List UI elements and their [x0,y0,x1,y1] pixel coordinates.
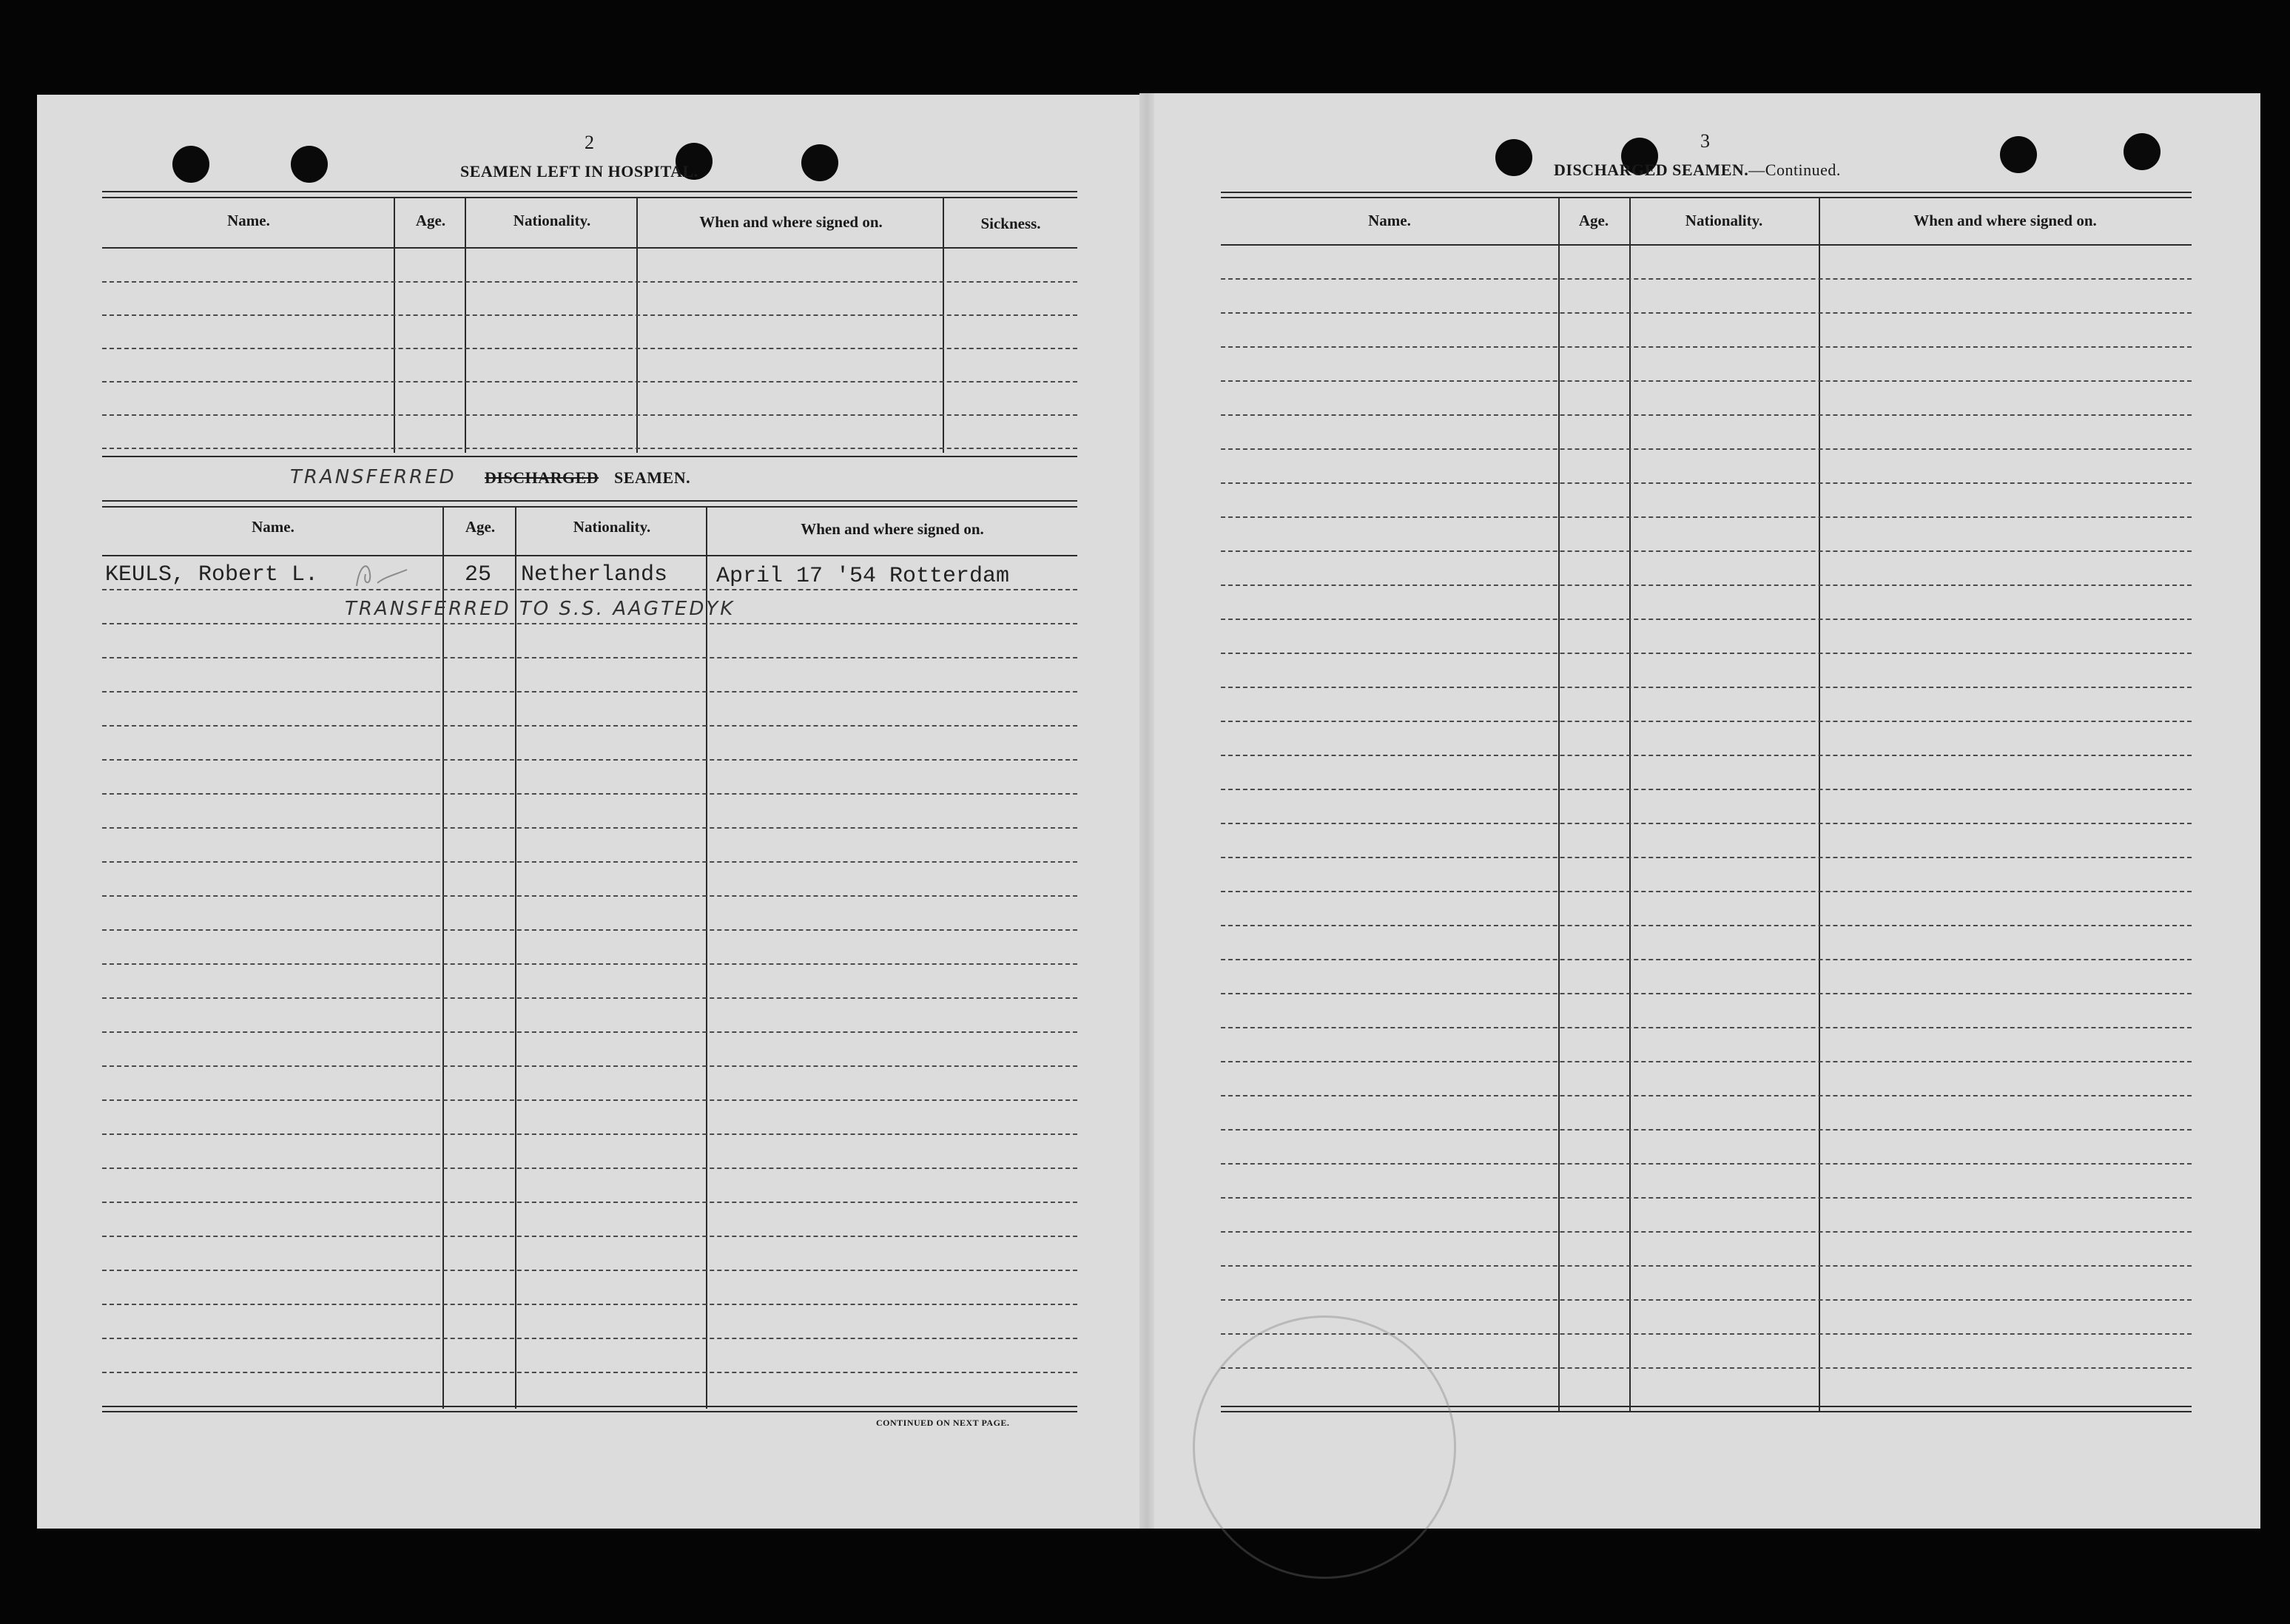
right-header-rule [1221,244,2192,246]
right-row-line [1221,755,2192,756]
discharged-row-line [102,997,1077,999]
pencil-mark [352,556,411,590]
discharged-top-rule [102,506,1077,508]
punch-hole [1495,139,1532,176]
continued-note: CONTINUED ON NEXT PAGE. [876,1418,1010,1428]
discharged-row-line [102,861,1077,863]
hospital-top-rule [102,197,1077,198]
hospital-col-signed-on: When and where signed on. [699,213,883,231]
seaman-signed-on: April 17 '54 Rotterdam [716,564,1010,589]
right-row-line [1221,346,2192,348]
right-row-line [1221,1163,2192,1165]
punch-hole [291,146,328,183]
discharged-row-line [102,1372,1077,1373]
discharged-row-line [102,1236,1077,1237]
right-row-line [1221,516,2192,518]
discharged-row-line [102,793,1077,795]
discharged-col-divider [706,508,707,1409]
hospital-header-rule [102,247,1077,249]
left-page [37,95,1151,1529]
discharged-bottom-rule [102,1411,1077,1412]
seaman-nationality: Netherlands [521,562,668,587]
punch-hole [801,144,838,181]
discharged-row-line [102,759,1077,761]
right-row-line [1221,721,2192,722]
hospital-col-age: Age. [415,212,446,229]
discharged-row-line [102,1133,1077,1135]
hospital-top-rule [102,191,1077,192]
right-top-rule [1221,192,2192,193]
hospital-row-line [102,348,1077,349]
right-row-line [1221,619,2192,620]
discharged-row-line [102,1338,1077,1339]
discharged-top-rule [102,500,1077,502]
discharged-row-line [102,725,1077,727]
right-row-line [1221,1265,2192,1267]
hospital-row-line [102,281,1077,283]
right-row-line [1221,1299,2192,1301]
right-row-line [1221,891,2192,892]
seaman-name: KEULS, Robert L. [105,562,319,587]
punch-hole [2000,136,2037,173]
discharged-row-line [102,1168,1077,1169]
right-row-line [1221,448,2192,450]
right-col-age: Age. [1578,212,1609,229]
transfer-note: TRANSFERRED TO S.S. AAGTEDYK [345,598,735,620]
right-row-line [1221,925,2192,926]
hospital-section-title: SEAMEN LEFT IN HOSPITAL. [460,162,698,181]
right-row-line [1221,414,2192,416]
discharged-row-line [102,895,1077,897]
right-row-line [1221,1231,2192,1233]
discharged-bottom-rule [102,1406,1077,1407]
discharged-row-line [102,1065,1077,1067]
book-gutter [1139,93,1154,1529]
discharged-row-line [102,589,1077,590]
discharged-col-name: Name. [252,518,294,536]
right-row-line [1221,584,2192,586]
right-row-line [1221,789,2192,790]
discharged-title-handwritten: TRANSFERRED [290,466,457,488]
right-col-signed-on: When and where signed on. [1913,212,2097,229]
right-col-nationality: Nationality. [1685,212,1763,229]
hospital-row-line [102,381,1077,383]
right-row-line [1221,278,2192,280]
right-row-line [1221,959,2192,960]
right-row-line [1221,993,2192,994]
discharged-row-line [102,691,1077,693]
discharged-title-rest: SEAMEN. [614,468,691,487]
right-row-line [1221,823,2192,824]
page-number-right: 3 [1700,130,1710,152]
hospital-col-nationality: Nationality. [513,212,591,229]
right-row-line [1221,482,2192,484]
right-top-rule [1221,197,2192,198]
faded-stamp [1193,1315,1456,1579]
right-row-line [1221,1027,2192,1028]
discharged-row-line [102,963,1077,965]
punch-hole [172,146,209,183]
discharged-row-line [102,827,1077,829]
discharged-row-line [102,1031,1077,1033]
discharged-col-divider [442,508,444,1409]
right-page [1151,93,2260,1529]
hospital-bottom-rule [102,456,1077,457]
right-section-title: DISCHARGED SEAMEN.—Continued. [1554,161,1841,179]
seaman-age: 25 [465,562,492,587]
discharged-row-line [102,623,1077,624]
right-row-line [1221,550,2192,552]
hospital-col-sickness: Sickness. [980,215,1041,232]
discharged-row-line [102,1304,1077,1305]
hospital-col-name: Name. [227,212,270,229]
right-row-line [1221,1129,2192,1131]
discharged-row-line [102,1202,1077,1203]
discharged-title-struck: DISCHARGED [485,468,599,487]
discharged-row-line [102,1099,1077,1101]
punch-hole [2124,133,2161,170]
discharged-row-line [102,1270,1077,1271]
right-row-line [1221,1095,2192,1096]
hospital-row-line [102,314,1077,316]
right-row-line [1221,653,2192,654]
discharged-row-line [102,657,1077,658]
discharged-row-line [102,929,1077,931]
right-col-name: Name. [1368,212,1411,229]
right-row-line [1221,687,2192,688]
discharged-col-age: Age. [465,518,496,536]
right-row-line [1221,1061,2192,1062]
hospital-row-line [102,414,1077,416]
discharged-col-divider [515,508,516,1409]
right-row-line [1221,857,2192,858]
discharged-col-nationality: Nationality. [573,518,651,536]
discharged-header-rule [102,555,1077,556]
hospital-row-line [102,448,1077,449]
right-row-line [1221,380,2192,382]
page-number-left: 2 [585,132,594,153]
right-row-line [1221,312,2192,314]
discharged-col-signed-on: When and where signed on. [801,520,984,538]
right-row-line [1221,1197,2192,1199]
